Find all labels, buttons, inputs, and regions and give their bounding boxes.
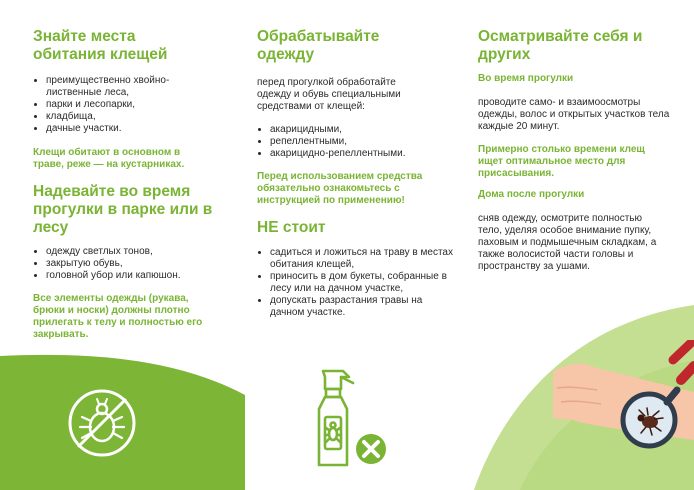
during-walk-text: проводите само- и взаимоосмотры одежды, волос и открытых участков тела каждые 20 минут. [478,97,670,132]
after-walk-heading: Дома после прогулки [478,189,585,200]
list-item: • садиться и ложиться на траву в местах обитания клещей, [270,247,455,271]
list-item: • приносить в дом букеты, собранные в лесу или на дачном участке, [270,271,455,295]
list-item: • преимущественно хвойно-лиственные леса, [46,75,206,99]
column-inspect [478,28,678,273]
treat-note: Перед использованием средства обязательно ознакомьтесь с инструкцией по применению! [257,171,423,206]
habitats-note: Клещи обитают в основном в траве, реже — на кустарниках. [33,147,185,170]
column-habitats [33,28,233,341]
list-item: • головной убор или капюшон. [46,270,233,282]
list-item: • акарицидно-репеллентными. [270,148,457,160]
list-item: • парки и лесопарки, [46,99,206,111]
column-treat-clothes [257,28,457,319]
donts-list [257,247,455,319]
list-item: • акарицидными, [270,124,457,136]
treat-title: Обрабатывайте одежду [257,28,380,63]
list-item: • закрытую обувь, [46,258,233,270]
donts-title: НЕ стоит [257,219,326,236]
list-item: • репеллентными, [270,136,457,148]
after-walk-text: сняв одежду, осмотрите полностью тело, уделяя особое внимание пупку, паховым и подмышечным складкам, а также волосистой части головы и пространству за ушами. [478,213,657,272]
clothing-note: Все элементы одежды (рукава, брюки и носки) должны плотно прилегать к телу и полностью его закрывать. [33,293,203,340]
inspect-note: Примерно столько времени клещ ищет оптимальное место для присасывания. [478,144,645,179]
list-item: • кладбища, [46,111,206,123]
no-tick-icon [66,387,138,459]
inspect-title: Осматривайте себя и других [478,28,643,63]
spray-bottle-icon [309,367,391,471]
habitats-title: Знайте места обитания клещей [33,28,168,63]
treat-text: перед прогулкой обработайте одежду и обувь специальными средствами от клещей: [257,77,401,112]
list-item: • одежду светлых тонов, [46,246,233,258]
list-item: • дачные участки. [46,123,206,135]
clothing-title: Надевайте во время прогулки в парке или в лесу [33,183,213,236]
magnifier-tick-icon [553,340,694,460]
list-item: • допускать разрастания травы на дачном участке. [270,295,455,319]
clothing-list [33,246,233,282]
during-walk-heading: Во время прогулки [478,73,574,84]
habitats-list [33,75,206,135]
agents-list [257,124,457,160]
